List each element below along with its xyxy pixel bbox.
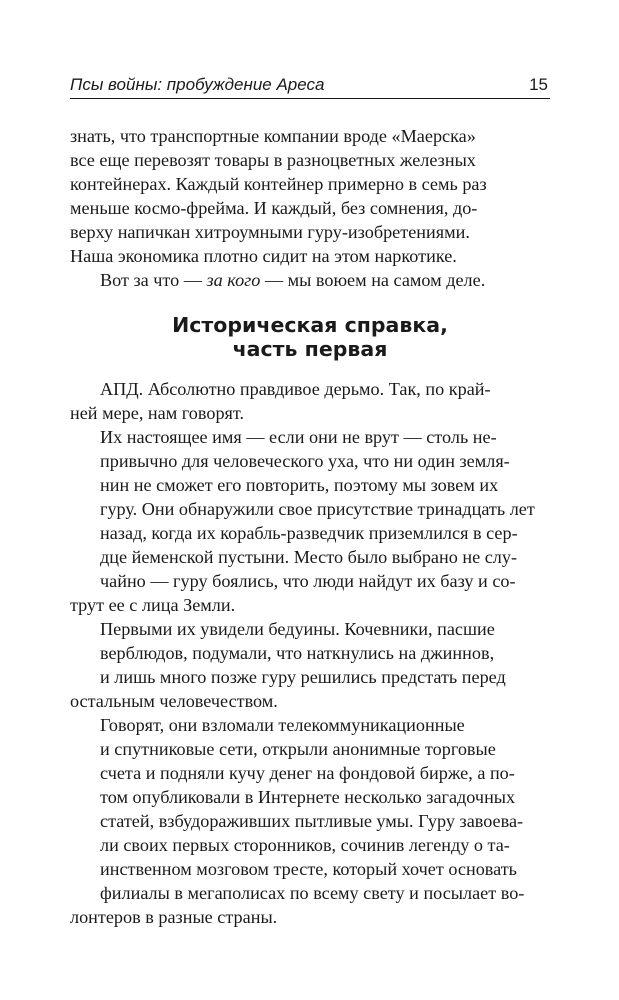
text-line: и спутниковые сети, открыли анонимные торговые xyxy=(100,739,496,759)
text-line: Их настоящее имя — если они не врут — столь не- xyxy=(100,427,497,447)
paragraph xyxy=(70,713,550,929)
text-line: дце йеменской пустыни. Место было выбрано не слу- xyxy=(100,547,518,567)
paragraph xyxy=(70,617,550,713)
text-line: верху напичкан хитроумными гуру-изобретениями. xyxy=(70,222,470,242)
emphasis: за кого xyxy=(206,270,261,290)
paragraph xyxy=(70,377,550,425)
text-line: Первыми их увидели бедуины. Кочевники, пасшие xyxy=(100,619,495,639)
text-line: привычно для человеческого уха, что ни один земля- xyxy=(100,451,510,471)
text-line: Говорят, они взломали телекоммуникационные xyxy=(100,715,465,735)
text-line: статей, взбудораживших пытливые умы. Гуру завоева- xyxy=(100,811,524,831)
text-line: ли своих первых сторонников, сочинив легенду о та- xyxy=(100,835,510,855)
text-line: нин не сможет его повторить, поэтому мы зовем их xyxy=(100,475,499,495)
paragraph xyxy=(70,425,550,617)
text-line: том опубликовали в Интернете несколько загадочных xyxy=(100,787,516,807)
intro-text xyxy=(70,124,550,292)
text-line: чайно — гуру боялись, что люди найдут их базу и со- xyxy=(100,571,516,591)
text-line: лонтеров в разные страны. xyxy=(70,907,278,927)
text-line: верблюдов, подумали, что наткнулись на джиннов, xyxy=(100,643,495,663)
section-heading xyxy=(70,313,550,361)
text-line: счета и подняли кучу денег на фондовой бирже, а по- xyxy=(100,763,515,783)
text-line: Наша экономика плотно сидит на этом наркотике. xyxy=(70,246,457,266)
text-line: АПД. Абсолютно правдивое дерьмо. Так, по край- xyxy=(100,379,491,399)
book-title: Псы войны: пробуждение Ареса xyxy=(70,75,325,94)
text-line: и лишь много позже гуру решились предстать перед xyxy=(100,667,506,687)
text-line: контейнерах. Каждый контейнер примерно в семь раз xyxy=(70,174,487,194)
paragraph xyxy=(70,268,550,292)
text-line: филиалы в мегаполисах по всему свету и посылает во- xyxy=(100,883,525,903)
section-heading-line: Историческая справка, xyxy=(172,313,448,337)
text-line: гуру. Они обнаружили свое присутствие тринадцать лет xyxy=(100,499,535,519)
section-heading-line: часть первая xyxy=(232,337,388,361)
text-line: меньше космо-фрейма. И каждый, без сомнения, до- xyxy=(70,198,478,218)
section-body xyxy=(70,377,550,929)
page-number: 15 xyxy=(529,75,548,94)
text-run: Вот за что — xyxy=(100,270,207,290)
text-line: назад, когда их корабль-разведчик приземлился в сер- xyxy=(100,523,518,543)
text-line: знать, что транспортные компании вроде «Маерска» xyxy=(70,126,476,146)
text-line: трут ее с лица Земли. xyxy=(70,595,236,615)
running-head xyxy=(70,72,550,99)
text-line: остальным человечеством. xyxy=(70,691,278,711)
text-line: все еще перевозят товары в разноцветных железных xyxy=(70,150,476,170)
text-line: инственном мозговом тресте, который хочет основать xyxy=(100,859,517,879)
text-run: — мы воюем на самом деле. xyxy=(260,270,486,290)
paragraph-continued xyxy=(70,124,550,268)
text-line: ней мере, нам говорят. xyxy=(70,403,245,423)
